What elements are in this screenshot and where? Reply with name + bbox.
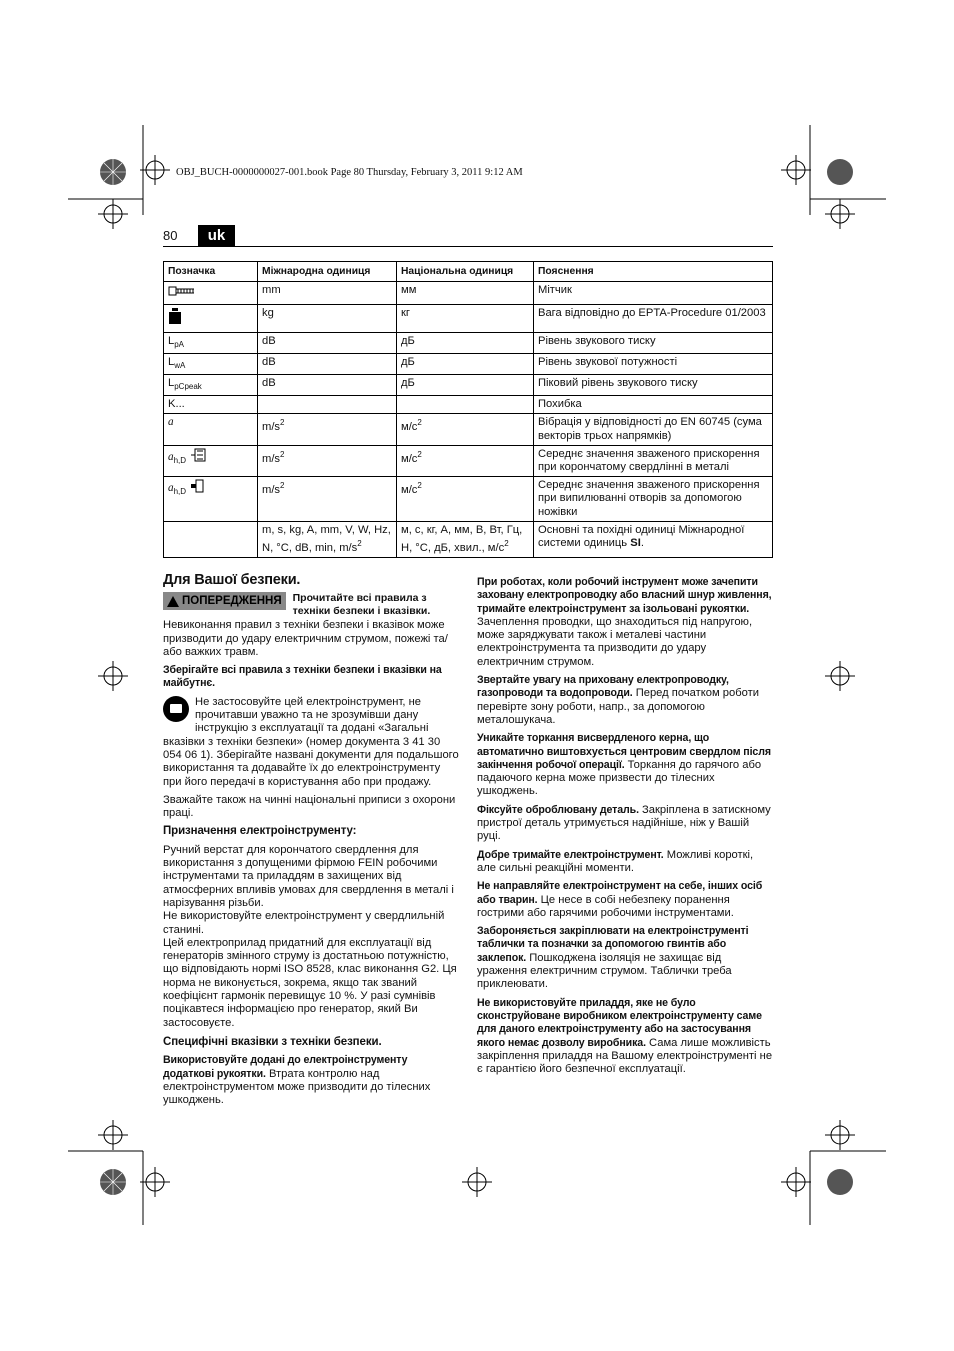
right-column (477, 576, 773, 1081)
unit-text: m, s, kg, A, mm, V, W, Hz, N, °C, dB, min, m/s (262, 523, 391, 555)
symbol-text: a (168, 482, 174, 495)
paragraph-text: Пошкоджена ізоляція не захищає від ураження електричним струмом. Таблички треба приклеювати. (477, 951, 732, 991)
symbol-cell (164, 445, 258, 476)
symbol-cell (164, 414, 258, 445)
table-cell: dB (258, 375, 397, 396)
table-row (164, 521, 773, 557)
table-cell: Похибка (534, 396, 773, 414)
read-manual-icon (163, 696, 189, 722)
paragraph: Ручний верстат для корончатого свердлення для використання з допущеними фірмою FEIN робочими інструментами та приладдям в захищених від атмосферних впливів умовах для свердлення в металі і нарізування різьби. (163, 843, 454, 909)
subheading: Специфічні вказівки з техніки безпеки. (163, 1035, 382, 1048)
paragraph-text: Втрата контролю над електроінструментом може призводити до тілесних ушкоджень. (163, 1067, 431, 1107)
symbol-cell: K... (164, 396, 258, 414)
paragraph-text: Перед початком роботи перевірте зону роботи, напр., за допомогою металошукача. (477, 687, 760, 726)
symbol-sub: pA (174, 339, 185, 349)
unit-text: м, с, кг, А, мм, В, Вт, Гц, Н, °C, дБ, хвил., м/с (401, 523, 523, 555)
table-row (164, 353, 773, 374)
table-row (164, 396, 773, 414)
table-cell: дБ (397, 375, 534, 396)
unit-text: м/с (401, 484, 418, 497)
paragraph (163, 1054, 459, 1107)
table-row (164, 282, 773, 305)
safety-item (477, 674, 773, 727)
bold-text: Не використовуйте приладдя, яке не було сконструйоване виробником електроінструменту саме для даного електроінструменту або на застосування якого немає дозволу виробника. (477, 996, 762, 1049)
table-cell: dB (258, 332, 397, 353)
print-header: OBJ_BUCH-0000000027-001.book Page 80 Thursday, February 3, 2011 9:12 AM (176, 167, 523, 178)
safety-item (477, 732, 773, 798)
paragraph-text: Сама лише можливість закріплення приладдя на Вашому електроінструменті не є гарантією його безпечної експлуатації. (477, 1036, 773, 1076)
table-cell: Рівень звукової потужності (534, 353, 773, 374)
bold-text: Забороняється закріплювати на електроінструменті таблички та позначки за допомогою гвинтів або заклепок. (477, 925, 749, 964)
unit-sup: 2 (280, 418, 285, 428)
paragraph (163, 696, 459, 789)
bold-text: Використовуйте додані до електроінструменту додаткові рукоятки. (163, 1054, 408, 1080)
unit-text: m/s (262, 484, 281, 497)
page-number: 80 (163, 228, 178, 243)
table-cell: Середнє значення зваженого прискорення при випилюванні отворів за допомогою ножівки (534, 477, 773, 522)
bold-text: Добре тримайте електроінструмент. (477, 848, 664, 861)
table-row (164, 375, 773, 396)
expl-bold: SI (630, 537, 641, 550)
table-cell: Рівень звукового тиску (534, 332, 773, 353)
symbol-cell (164, 375, 258, 396)
bold-text: Уникайте торкання висвердленого керна, що автоматично виштовхується центровим свердлом після закінчення робочої операції. (477, 732, 771, 771)
symbol-cell (164, 332, 258, 353)
paragraph-text: Закріплена в затискному пристрої деталь утримується надійніше, ніж у Вашій руці. (477, 803, 771, 843)
symbol-text: L (168, 377, 175, 390)
bold-text: Звертайте увагу на приховану електропроводку, газопроводи та водопроводи. (477, 674, 729, 700)
safety-item (477, 576, 773, 669)
header-symbol: Позначка (164, 262, 258, 282)
table-cell (258, 445, 397, 476)
table-cell: дБ (397, 353, 534, 374)
paragraph-text: Зачеплення проводки, що знаходиться під напругою, може заряджувати також і металеві частини електроінструмента та призводити до удару електричним струмом. (477, 615, 753, 668)
table-cell (397, 414, 534, 445)
table-cell (258, 521, 397, 557)
warning-icon (167, 596, 179, 607)
bold-text: Фіксуйте оброблювану деталь. (477, 803, 639, 816)
table-cell (258, 477, 397, 522)
unit-sup: 2 (504, 539, 509, 549)
table-cell (397, 477, 534, 522)
unit-text: m/s (262, 452, 281, 465)
header-intl: Міжнародна одиниця (258, 262, 397, 282)
table-row (164, 332, 773, 353)
symbol-sub: wA (174, 360, 186, 370)
table-row (164, 477, 773, 522)
header-natl: Національна одиниця (397, 262, 534, 282)
table-cell: Піковий рівень звукового тиску (534, 375, 773, 396)
table-cell: dB (258, 353, 397, 374)
unit-sup: 2 (280, 481, 285, 491)
table-row (164, 305, 773, 332)
left-column (163, 574, 459, 1112)
weight-icon (164, 305, 258, 332)
symbol-text: L (168, 355, 175, 368)
paragraph-text: Торкання до гарячого або падаючого керна може призвести до тілесних ушкоджень. (477, 758, 762, 798)
paragraph: Невиконання правил з техніки безпеки і вказівок може призводити до удару електричним струмом, пожежі та/або важких травм. (163, 619, 448, 658)
warning-block (163, 592, 459, 617)
table-cell (258, 396, 397, 414)
paragraph-text: Можливі короткі, але сильні реакційні моменти. (477, 848, 754, 874)
paragraph: Цей електроприлад придатний для експлуатації від генераторів змінного струму із достатньою потужністю, що відповідають нормі ISO 8528, клас виконання G2. Ця норма не виконується, зокрема, якщо так званий коефіцієнт гармонік перевищує 10 %. У разі сумнівів поцікавтеся інформацією про генератор, який Ви застосовуєте. (163, 936, 457, 1029)
symbol-sub: pCpeak (174, 382, 202, 392)
symbol-sub: h,D (173, 455, 187, 465)
language-badge: uk (198, 225, 235, 246)
table-cell (397, 396, 534, 414)
safety-item (477, 997, 773, 1077)
warning-badge (163, 592, 286, 610)
symbol-cell (164, 477, 258, 522)
unit-sup: 2 (357, 539, 362, 549)
symbol-cell (164, 353, 258, 374)
table-row (164, 414, 773, 445)
symbol-text: a (168, 416, 174, 429)
bold-text: При роботах, коли робочий інструмент може зачепити заховану електропроводку або власний шнур живлення, тримайте електроінструмент за ізольовані рукоятки. (477, 576, 772, 615)
symbol-text: a (168, 450, 174, 463)
unit-text: м/с (401, 421, 418, 434)
table-cell (397, 521, 534, 557)
header-rule (163, 246, 773, 247)
section-heading: Для Вашої безпеки. (163, 572, 301, 588)
warning-text: Прочитайте всі правила з техніки безпеки і вказівки. (292, 592, 431, 617)
subheading: Призначення електроінструменту: (163, 825, 357, 838)
paragraph-text: Це несе в собі небезпеку поранення гострими або гарячими робочими інструментами. (477, 893, 734, 919)
table-cell: кг (397, 305, 534, 332)
expl-text: Основні та похідні одиниці Міжнародної системи одиниць (538, 523, 745, 550)
paragraph-text: Не застосовуйте цей електроінструмент, не прочитавши уважно та не зрозумівши дану інструкцію з експлуатації та додані «Загальні вказівки з техніки безпеки» (номер документа 3 41 30 054 06 1). Зберігайте названі документи для подальшого використання та додавайте їх до електроінструменту при його передачі в користування або при продажу. (163, 695, 459, 788)
unit-sup: 2 (280, 449, 285, 459)
table-header-row (164, 262, 773, 282)
bold-paragraph: Зберігайте всі правила з техніки безпеки і вказівки на майбутнє. (163, 664, 442, 690)
table-cell (534, 521, 773, 557)
table-cell: Середнє значення зваженого прискорення при корончатому свердлінні в металі (534, 445, 773, 476)
header-explanation: Пояснення (534, 262, 773, 282)
units-table (163, 261, 773, 558)
safety-item (477, 849, 773, 876)
paragraph: Зважайте також на чинні національні приписи з охорони праці. (163, 793, 456, 820)
unit-sup: 2 (417, 418, 422, 428)
table-cell: kg (258, 305, 397, 332)
expl-end: . (640, 537, 644, 550)
bold-text: Не направляйте електроінструмент на себе, інших осіб або тварин. (477, 880, 763, 906)
core-drill-icon (189, 448, 207, 462)
paragraph: Не використовуйте електроінструмент у свердлильній станині. (163, 910, 445, 936)
table-cell (258, 414, 397, 445)
table-cell (397, 445, 534, 476)
warning-label: ПОПЕРЕДЖЕННЯ (182, 595, 282, 608)
table-row (164, 445, 773, 476)
table-cell: Вага відповідно до EPTA-Procedure 01/2003 (534, 305, 773, 332)
table-cell: mm (258, 282, 397, 305)
symbol-sub: h,D (173, 487, 187, 497)
symbol-cell (164, 521, 258, 557)
table-cell: мм (397, 282, 534, 305)
tap-icon (164, 282, 258, 305)
unit-sup: 2 (417, 481, 422, 491)
unit-text: м/с (401, 452, 418, 465)
table-cell: дБ (397, 332, 534, 353)
symbol-text: L (168, 334, 175, 347)
unit-text: m/s (262, 421, 281, 434)
unit-sup: 2 (417, 449, 422, 459)
safety-item (477, 804, 773, 844)
safety-item (477, 880, 773, 920)
safety-item (477, 925, 773, 991)
hole-saw-icon (189, 479, 205, 493)
table-cell: Мітчик (534, 282, 773, 305)
table-cell: Вібрація у відповідності до EN 60745 (сума векторів трьох напрямків) (534, 414, 773, 445)
